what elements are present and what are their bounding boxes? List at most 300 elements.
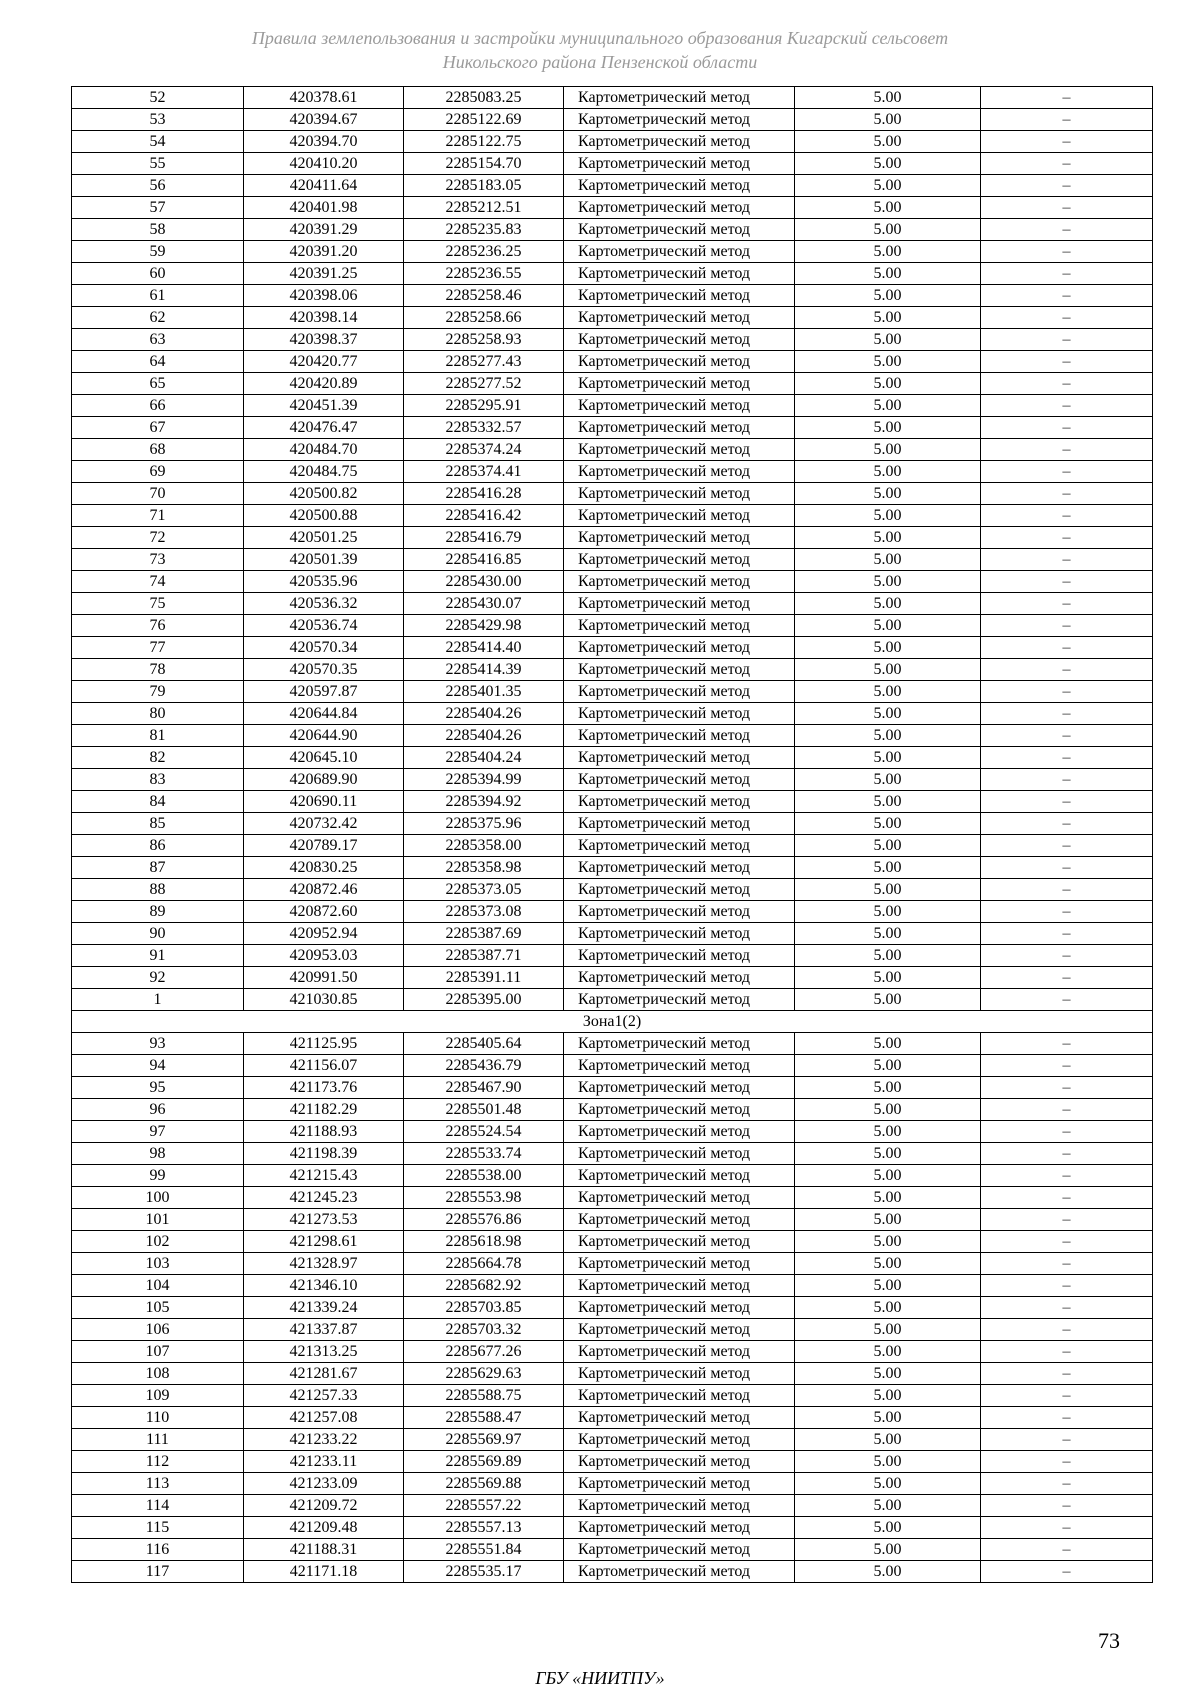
point-number-cell: 105 <box>72 1297 244 1319</box>
method-cell: Картометрический метод <box>564 1275 795 1297</box>
point-number-cell: 108 <box>72 1363 244 1385</box>
method-cell: Картометрический метод <box>564 1253 795 1275</box>
table-row <box>72 131 1153 153</box>
x-coordinate-cell: 420391.29 <box>244 219 404 241</box>
y-coordinate-cell: 2285553.98 <box>404 1187 564 1209</box>
description-cell: – <box>981 1561 1153 1583</box>
precision-cell: 5.00 <box>795 1209 981 1231</box>
method-cell: Картометрический метод <box>564 461 795 483</box>
page-number: 73 <box>1098 1628 1120 1653</box>
y-coordinate-cell: 2285430.00 <box>404 571 564 593</box>
description-cell: – <box>981 989 1153 1011</box>
point-number-cell: 77 <box>72 637 244 659</box>
description-cell: – <box>981 945 1153 967</box>
method-cell: Картометрический метод <box>564 637 795 659</box>
point-number-cell: 91 <box>72 945 244 967</box>
table-row <box>72 1033 1153 1055</box>
point-number-cell: 96 <box>72 1099 244 1121</box>
point-number-cell: 63 <box>72 329 244 351</box>
precision-cell: 5.00 <box>795 1341 981 1363</box>
description-cell: – <box>981 373 1153 395</box>
y-coordinate-cell: 2285467.90 <box>404 1077 564 1099</box>
method-cell: Картометрический метод <box>564 483 795 505</box>
y-coordinate-cell: 2285551.84 <box>404 1539 564 1561</box>
precision-cell: 5.00 <box>795 527 981 549</box>
point-number-cell: 104 <box>72 1275 244 1297</box>
precision-cell: 5.00 <box>795 879 981 901</box>
table-row <box>72 439 1153 461</box>
precision-cell: 5.00 <box>795 175 981 197</box>
zone-header-row <box>72 1011 1153 1033</box>
method-cell: Картометрический метод <box>564 857 795 879</box>
x-coordinate-cell: 421233.09 <box>244 1473 404 1495</box>
method-cell: Картометрический метод <box>564 967 795 989</box>
table-row <box>72 1209 1153 1231</box>
precision-cell: 5.00 <box>795 1033 981 1055</box>
description-cell: – <box>981 219 1153 241</box>
precision-cell: 5.00 <box>795 1253 981 1275</box>
point-number-cell: 110 <box>72 1407 244 1429</box>
table-row <box>72 967 1153 989</box>
point-number-cell: 59 <box>72 241 244 263</box>
y-coordinate-cell: 2285258.46 <box>404 285 564 307</box>
method-cell: Картометрический метод <box>564 1517 795 1539</box>
x-coordinate-cell: 420411.64 <box>244 175 404 197</box>
x-coordinate-cell: 420991.50 <box>244 967 404 989</box>
description-cell: – <box>981 1231 1153 1253</box>
description-cell: – <box>981 483 1153 505</box>
x-coordinate-cell: 420536.74 <box>244 615 404 637</box>
precision-cell: 5.00 <box>795 813 981 835</box>
point-number-cell: 88 <box>72 879 244 901</box>
method-cell: Картометрический метод <box>564 219 795 241</box>
precision-cell: 5.00 <box>795 505 981 527</box>
x-coordinate-cell: 421182.29 <box>244 1099 404 1121</box>
point-number-cell: 87 <box>72 857 244 879</box>
table-row <box>72 637 1153 659</box>
description-cell: – <box>981 329 1153 351</box>
precision-cell: 5.00 <box>795 307 981 329</box>
x-coordinate-cell: 420597.87 <box>244 681 404 703</box>
description-cell: – <box>981 747 1153 769</box>
description-cell: – <box>981 109 1153 131</box>
x-coordinate-cell: 420484.75 <box>244 461 404 483</box>
method-cell: Картометрический метод <box>564 1209 795 1231</box>
point-number-cell: 58 <box>72 219 244 241</box>
y-coordinate-cell: 2285083.25 <box>404 87 564 109</box>
x-coordinate-cell: 421233.11 <box>244 1451 404 1473</box>
point-number-cell: 78 <box>72 659 244 681</box>
precision-cell: 5.00 <box>795 637 981 659</box>
table-row <box>72 1165 1153 1187</box>
table-row <box>72 1077 1153 1099</box>
method-cell: Картометрический метод <box>564 373 795 395</box>
table-row <box>72 1561 1153 1583</box>
y-coordinate-cell: 2285430.07 <box>404 593 564 615</box>
description-cell: – <box>981 549 1153 571</box>
y-coordinate-cell: 2285394.92 <box>404 791 564 813</box>
table-row <box>72 153 1153 175</box>
table-row <box>72 307 1153 329</box>
y-coordinate-cell: 2285122.75 <box>404 131 564 153</box>
y-coordinate-cell: 2285374.24 <box>404 439 564 461</box>
x-coordinate-cell: 421337.87 <box>244 1319 404 1341</box>
table-row <box>72 1187 1153 1209</box>
description-cell: – <box>981 1209 1153 1231</box>
y-coordinate-cell: 2285569.89 <box>404 1451 564 1473</box>
x-coordinate-cell: 420398.06 <box>244 285 404 307</box>
y-coordinate-cell: 2285569.97 <box>404 1429 564 1451</box>
description-cell: – <box>981 87 1153 109</box>
method-cell: Картометрический метод <box>564 747 795 769</box>
table-row <box>72 1055 1153 1077</box>
y-coordinate-cell: 2285373.08 <box>404 901 564 923</box>
description-cell: – <box>981 1165 1153 1187</box>
y-coordinate-cell: 2285557.22 <box>404 1495 564 1517</box>
table-row <box>72 329 1153 351</box>
y-coordinate-cell: 2285664.78 <box>404 1253 564 1275</box>
y-coordinate-cell: 2285416.85 <box>404 549 564 571</box>
table-row <box>72 351 1153 373</box>
precision-cell: 5.00 <box>795 747 981 769</box>
description-cell: – <box>981 461 1153 483</box>
x-coordinate-cell: 420872.46 <box>244 879 404 901</box>
point-number-cell: 112 <box>72 1451 244 1473</box>
point-number-cell: 82 <box>72 747 244 769</box>
method-cell: Картометрический метод <box>564 879 795 901</box>
point-number-cell: 75 <box>72 593 244 615</box>
method-cell: Картометрический метод <box>564 1187 795 1209</box>
table-row <box>72 549 1153 571</box>
table-row <box>72 1429 1153 1451</box>
x-coordinate-cell: 421233.22 <box>244 1429 404 1451</box>
y-coordinate-cell: 2285258.66 <box>404 307 564 329</box>
table-row <box>72 461 1153 483</box>
table-row <box>72 1451 1153 1473</box>
point-number-cell: 73 <box>72 549 244 571</box>
method-cell: Картометрический метод <box>564 1231 795 1253</box>
description-cell: – <box>981 879 1153 901</box>
table-row <box>72 945 1153 967</box>
x-coordinate-cell: 421198.39 <box>244 1143 404 1165</box>
method-cell: Картометрический метод <box>564 1033 795 1055</box>
point-number-cell: 94 <box>72 1055 244 1077</box>
method-cell: Картометрический метод <box>564 109 795 131</box>
description-cell: – <box>981 703 1153 725</box>
method-cell: Картометрический метод <box>564 1407 795 1429</box>
method-cell: Картометрический метод <box>564 351 795 373</box>
method-cell: Картометрический метод <box>564 417 795 439</box>
point-number-cell: 93 <box>72 1033 244 1055</box>
method-cell: Картометрический метод <box>564 527 795 549</box>
y-coordinate-cell: 2285588.47 <box>404 1407 564 1429</box>
precision-cell: 5.00 <box>795 1275 981 1297</box>
y-coordinate-cell: 2285405.64 <box>404 1033 564 1055</box>
description-cell: – <box>981 1187 1153 1209</box>
x-coordinate-cell: 420570.34 <box>244 637 404 659</box>
method-cell: Картометрический метод <box>564 1429 795 1451</box>
method-cell: Картометрический метод <box>564 901 795 923</box>
x-coordinate-cell: 420644.84 <box>244 703 404 725</box>
point-number-cell: 61 <box>72 285 244 307</box>
description-cell: – <box>981 923 1153 945</box>
precision-cell: 5.00 <box>795 1561 981 1583</box>
coordinates-table-wrap <box>71 86 1152 1583</box>
method-cell: Картометрический метод <box>564 1473 795 1495</box>
precision-cell: 5.00 <box>795 791 981 813</box>
precision-cell: 5.00 <box>795 1429 981 1451</box>
y-coordinate-cell: 2285236.25 <box>404 241 564 263</box>
y-coordinate-cell: 2285533.74 <box>404 1143 564 1165</box>
y-coordinate-cell: 2285122.69 <box>404 109 564 131</box>
y-coordinate-cell: 2285258.93 <box>404 329 564 351</box>
table-row <box>72 241 1153 263</box>
y-coordinate-cell: 2285375.96 <box>404 813 564 835</box>
table-row <box>72 175 1153 197</box>
x-coordinate-cell: 420501.39 <box>244 549 404 571</box>
point-number-cell: 113 <box>72 1473 244 1495</box>
description-cell: – <box>981 1033 1153 1055</box>
table-row <box>72 813 1153 835</box>
table-row <box>72 395 1153 417</box>
method-cell: Картометрический метод <box>564 1385 795 1407</box>
method-cell: Картометрический метод <box>564 593 795 615</box>
precision-cell: 5.00 <box>795 769 981 791</box>
point-number-cell: 57 <box>72 197 244 219</box>
description-cell: – <box>981 901 1153 923</box>
description-cell: – <box>981 813 1153 835</box>
precision-cell: 5.00 <box>795 989 981 1011</box>
description-cell: – <box>981 637 1153 659</box>
method-cell: Картометрический метод <box>564 1319 795 1341</box>
description-cell: – <box>981 1077 1153 1099</box>
point-number-cell: 102 <box>72 1231 244 1253</box>
point-number-cell: 80 <box>72 703 244 725</box>
description-cell: – <box>981 1473 1153 1495</box>
table-row <box>72 1121 1153 1143</box>
point-number-cell: 79 <box>72 681 244 703</box>
y-coordinate-cell: 2285183.05 <box>404 175 564 197</box>
point-number-cell: 67 <box>72 417 244 439</box>
method-cell: Картометрический метод <box>564 659 795 681</box>
method-cell: Картометрический метод <box>564 153 795 175</box>
precision-cell: 5.00 <box>795 835 981 857</box>
x-coordinate-cell: 420420.89 <box>244 373 404 395</box>
method-cell: Картометрический метод <box>564 835 795 857</box>
x-coordinate-cell: 421346.10 <box>244 1275 404 1297</box>
y-coordinate-cell: 2285416.42 <box>404 505 564 527</box>
table-row <box>72 1231 1153 1253</box>
description-cell: – <box>981 1341 1153 1363</box>
precision-cell: 5.00 <box>795 1055 981 1077</box>
x-coordinate-cell: 420410.20 <box>244 153 404 175</box>
method-cell: Картометрический метод <box>564 329 795 351</box>
table-row <box>72 1143 1153 1165</box>
description-cell: – <box>981 263 1153 285</box>
method-cell: Картометрический метод <box>564 439 795 461</box>
table-row <box>72 1473 1153 1495</box>
y-coordinate-cell: 2285629.63 <box>404 1363 564 1385</box>
x-coordinate-cell: 420645.10 <box>244 747 404 769</box>
x-coordinate-cell: 420420.77 <box>244 351 404 373</box>
x-coordinate-cell: 420501.25 <box>244 527 404 549</box>
precision-cell: 5.00 <box>795 1165 981 1187</box>
description-cell: – <box>981 1517 1153 1539</box>
point-number-cell: 64 <box>72 351 244 373</box>
precision-cell: 5.00 <box>795 395 981 417</box>
method-cell: Картометрический метод <box>564 1495 795 1517</box>
point-number-cell: 117 <box>72 1561 244 1583</box>
precision-cell: 5.00 <box>795 1473 981 1495</box>
description-cell: – <box>981 571 1153 593</box>
method-cell: Картометрический метод <box>564 1165 795 1187</box>
description-cell: – <box>981 439 1153 461</box>
method-cell: Картометрический метод <box>564 1561 795 1583</box>
method-cell: Картометрический метод <box>564 175 795 197</box>
x-coordinate-cell: 420953.03 <box>244 945 404 967</box>
x-coordinate-cell: 420570.35 <box>244 659 404 681</box>
table-row <box>72 835 1153 857</box>
point-number-cell: 97 <box>72 1121 244 1143</box>
x-coordinate-cell: 421030.85 <box>244 989 404 1011</box>
precision-cell: 5.00 <box>795 197 981 219</box>
x-coordinate-cell: 420451.39 <box>244 395 404 417</box>
y-coordinate-cell: 2285401.35 <box>404 681 564 703</box>
precision-cell: 5.00 <box>795 1363 981 1385</box>
y-coordinate-cell: 2285436.79 <box>404 1055 564 1077</box>
precision-cell: 5.00 <box>795 153 981 175</box>
method-cell: Картометрический метод <box>564 703 795 725</box>
method-cell: Картометрический метод <box>564 1121 795 1143</box>
y-coordinate-cell: 2285677.26 <box>404 1341 564 1363</box>
table-row <box>72 417 1153 439</box>
method-cell: Картометрический метод <box>564 285 795 307</box>
description-cell: – <box>981 1121 1153 1143</box>
description-cell: – <box>981 835 1153 857</box>
method-cell: Картометрический метод <box>564 395 795 417</box>
table-row <box>72 1099 1153 1121</box>
x-coordinate-cell: 421171.18 <box>244 1561 404 1583</box>
table-row <box>72 263 1153 285</box>
x-coordinate-cell: 420391.25 <box>244 263 404 285</box>
page-header <box>0 26 1200 74</box>
method-cell: Картометрический метод <box>564 197 795 219</box>
precision-cell: 5.00 <box>795 571 981 593</box>
point-number-cell: 66 <box>72 395 244 417</box>
y-coordinate-cell: 2285538.00 <box>404 1165 564 1187</box>
y-coordinate-cell: 2285235.83 <box>404 219 564 241</box>
y-coordinate-cell: 2285429.98 <box>404 615 564 637</box>
point-number-cell: 55 <box>72 153 244 175</box>
y-coordinate-cell: 2285416.79 <box>404 527 564 549</box>
table-body <box>72 87 1153 1583</box>
table-row <box>72 1385 1153 1407</box>
method-cell: Картометрический метод <box>564 1363 795 1385</box>
x-coordinate-cell: 421313.25 <box>244 1341 404 1363</box>
y-coordinate-cell: 2285404.26 <box>404 703 564 725</box>
method-cell: Картометрический метод <box>564 263 795 285</box>
x-coordinate-cell: 420535.96 <box>244 571 404 593</box>
description-cell: – <box>981 241 1153 263</box>
x-coordinate-cell: 421281.67 <box>244 1363 404 1385</box>
point-number-cell: 115 <box>72 1517 244 1539</box>
precision-cell: 5.00 <box>795 417 981 439</box>
x-coordinate-cell: 420398.14 <box>244 307 404 329</box>
table-row <box>72 505 1153 527</box>
x-coordinate-cell: 420401.98 <box>244 197 404 219</box>
table-row <box>72 1495 1153 1517</box>
y-coordinate-cell: 2285358.98 <box>404 857 564 879</box>
point-number-cell: 109 <box>72 1385 244 1407</box>
table-row <box>72 1275 1153 1297</box>
table-row <box>72 1407 1153 1429</box>
description-cell: – <box>981 659 1153 681</box>
method-cell: Картометрический метод <box>564 681 795 703</box>
point-number-cell: 92 <box>72 967 244 989</box>
point-number-cell: 62 <box>72 307 244 329</box>
y-coordinate-cell: 2285569.88 <box>404 1473 564 1495</box>
point-number-cell: 72 <box>72 527 244 549</box>
y-coordinate-cell: 2285212.51 <box>404 197 564 219</box>
method-cell: Картометрический метод <box>564 1055 795 1077</box>
y-coordinate-cell: 2285588.75 <box>404 1385 564 1407</box>
y-coordinate-cell: 2285387.71 <box>404 945 564 967</box>
description-cell: – <box>981 395 1153 417</box>
x-coordinate-cell: 421209.72 <box>244 1495 404 1517</box>
table-row <box>72 1297 1153 1319</box>
y-coordinate-cell: 2285154.70 <box>404 153 564 175</box>
precision-cell: 5.00 <box>795 681 981 703</box>
method-cell: Картометрический метод <box>564 1077 795 1099</box>
precision-cell: 5.00 <box>795 373 981 395</box>
point-number-cell: 53 <box>72 109 244 131</box>
description-cell: – <box>981 967 1153 989</box>
table-row <box>72 285 1153 307</box>
table-row <box>72 879 1153 901</box>
y-coordinate-cell: 2285535.17 <box>404 1561 564 1583</box>
x-coordinate-cell: 420500.82 <box>244 483 404 505</box>
precision-cell: 5.00 <box>795 1451 981 1473</box>
precision-cell: 5.00 <box>795 263 981 285</box>
precision-cell: 5.00 <box>795 1121 981 1143</box>
table-row <box>72 747 1153 769</box>
method-cell: Картометрический метод <box>564 307 795 329</box>
y-coordinate-cell: 2285524.54 <box>404 1121 564 1143</box>
precision-cell: 5.00 <box>795 1143 981 1165</box>
precision-cell: 5.00 <box>795 1385 981 1407</box>
description-cell: – <box>981 1363 1153 1385</box>
point-number-cell: 84 <box>72 791 244 813</box>
x-coordinate-cell: 420476.47 <box>244 417 404 439</box>
table-row <box>72 659 1153 681</box>
description-cell: – <box>981 307 1153 329</box>
x-coordinate-cell: 421209.48 <box>244 1517 404 1539</box>
method-cell: Картометрический метод <box>564 615 795 637</box>
y-coordinate-cell: 2285395.00 <box>404 989 564 1011</box>
description-cell: – <box>981 1099 1153 1121</box>
x-coordinate-cell: 420484.70 <box>244 439 404 461</box>
table-row <box>72 615 1153 637</box>
method-cell: Картометрический метод <box>564 571 795 593</box>
precision-cell: 5.00 <box>795 703 981 725</box>
description-cell: – <box>981 1539 1153 1561</box>
method-cell: Картометрический метод <box>564 1539 795 1561</box>
method-cell: Картометрический метод <box>564 131 795 153</box>
page-footer: ГБУ «НИИТПУ» <box>535 1668 665 1688</box>
point-number-cell: 116 <box>72 1539 244 1561</box>
x-coordinate-cell: 420690.11 <box>244 791 404 813</box>
description-cell: – <box>981 417 1153 439</box>
